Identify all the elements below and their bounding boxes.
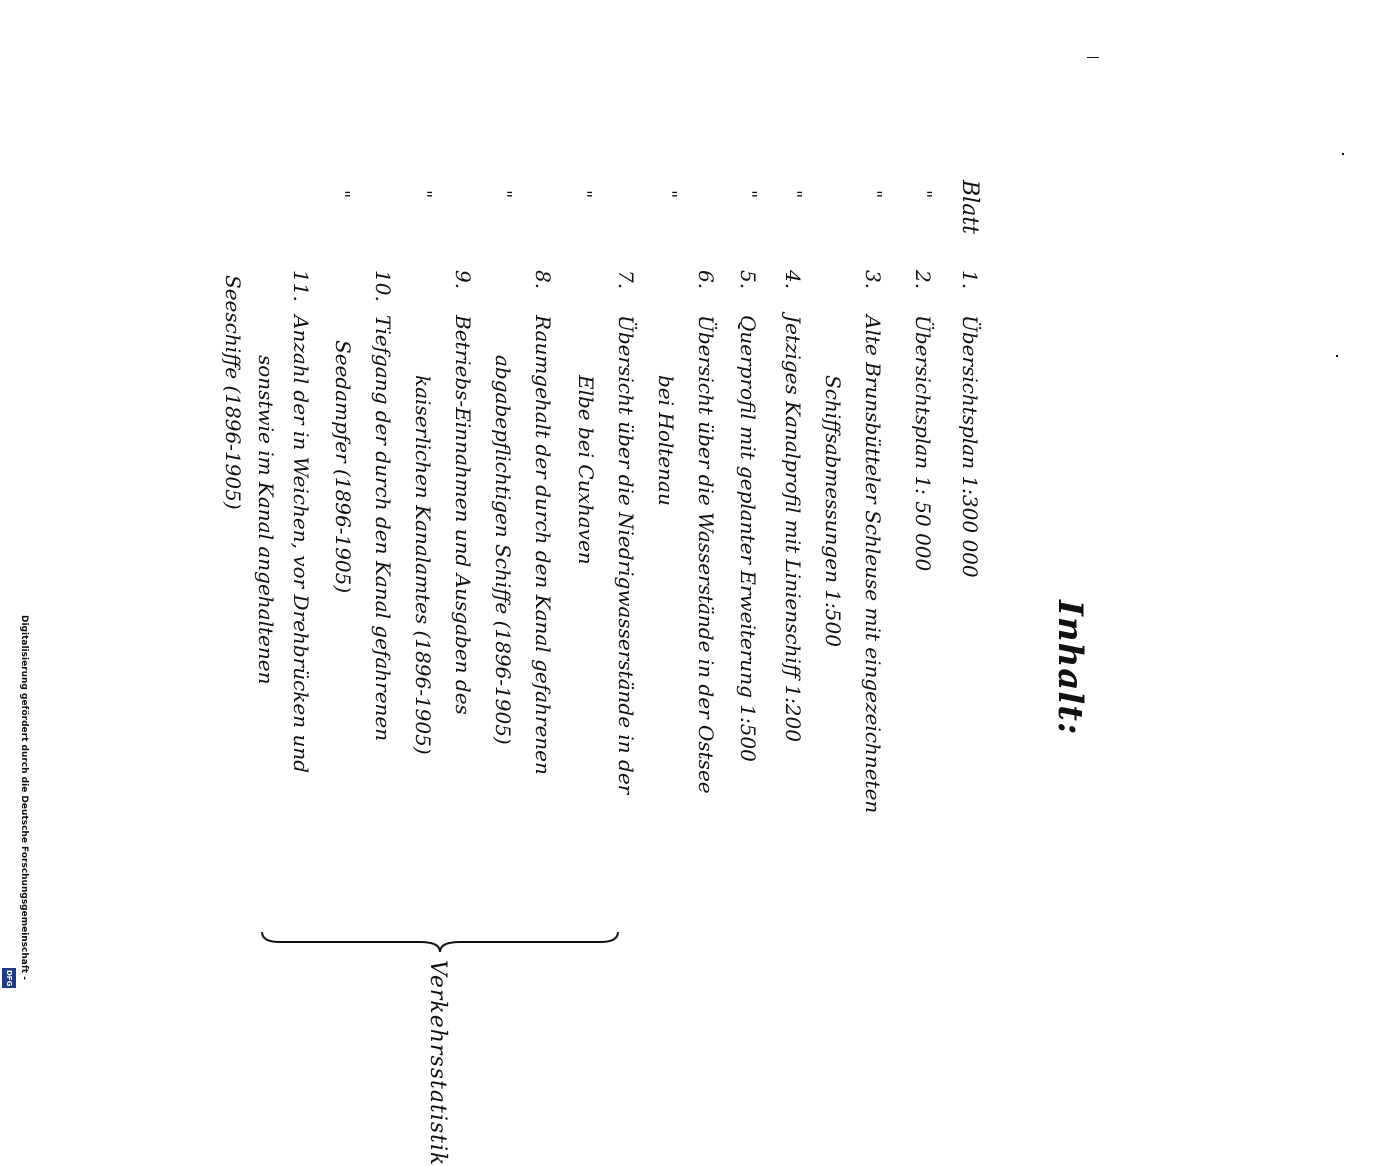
- scan-dot: [1342, 153, 1344, 155]
- entry-text: Übersicht über die Niedrigwasserstände in der: [614, 315, 638, 795]
- entry-text: Alte Brunsbütteler Schleuse mit eingezeichneten: [861, 315, 885, 814]
- ditto-mark: ": [864, 190, 885, 199]
- entry-text: Übersichtsplan 1: 50 000: [911, 315, 935, 572]
- entry-text: Raumgehalt der durch den Kanal gefahrenen: [531, 315, 555, 775]
- entry-number: 1.: [958, 270, 982, 290]
- ditto-mark: ": [739, 190, 760, 199]
- credit-text: Digitalisierung gefördert durch die Deutsche Forschungsgemeinschaft -: [19, 615, 29, 980]
- ditto-mark: ": [494, 190, 515, 199]
- entry-number: 4.: [781, 270, 805, 290]
- entry-number: 11.: [289, 270, 313, 302]
- entry-number: 8.: [531, 270, 555, 290]
- entry-text: Übersichtsplan 1:300 000: [958, 315, 982, 578]
- entry-text: Querprofil mit geplanter Erweiterung 1:500: [736, 315, 760, 762]
- entry-text-continued: Elbe bei Cuxhaven: [574, 375, 598, 565]
- dfg-logo: DFG: [2, 968, 16, 988]
- entry-number: 3.: [861, 270, 885, 290]
- brace-label: Verkehrsstatistik: [425, 960, 450, 1166]
- entry-text-continued: Seedampfer (1896-1905): [331, 340, 355, 594]
- entry-number: 10.: [371, 270, 395, 302]
- entry-number: 7.: [614, 270, 638, 290]
- ditto-mark: ": [332, 190, 353, 199]
- ditto-mark: ": [914, 190, 935, 199]
- entry-text: Betriebs-Einnahmen und Ausgaben des: [451, 315, 475, 715]
- entry-number: 2.: [911, 270, 935, 290]
- ditto-mark: ": [414, 190, 435, 199]
- entry-text-continued: sonstwie im Kanal angehaltenen: [254, 355, 278, 685]
- entry-text: Jetziges Kanalprofil mit Linienschiff 1:200: [781, 315, 805, 742]
- entry-text: Übersicht über die Wasserstände in der Ostsee: [694, 315, 718, 794]
- entry-number: 9.: [451, 270, 475, 290]
- ditto-mark: ": [659, 190, 680, 199]
- entry-text-continued: bei Holtenau: [654, 375, 678, 506]
- entry-text: Tiefgang der durch den Kanal gefahrenen: [371, 315, 395, 742]
- entry-text-continued: Seeschiffe (1896-1905): [221, 275, 245, 510]
- blatt-label: Blatt: [957, 180, 982, 235]
- entry-text-continued: abgabepflichtigen Schiffe (1896-1905): [491, 355, 515, 745]
- curly-brace: [260, 930, 620, 954]
- table-of-contents: [221, 130, 1090, 1166]
- ditto-mark: ": [574, 190, 595, 199]
- entry-text: Anzahl der in Weichen, vor Drehbrücken und: [289, 315, 313, 774]
- entry-text-continued: Schiffsabmessungen 1:500: [821, 375, 845, 647]
- ditto-mark: ": [784, 190, 805, 199]
- scan-dot: [1336, 355, 1338, 357]
- page-title: Inhalt:: [1050, 600, 1090, 736]
- entry-number: 5.: [736, 270, 760, 290]
- scan-mark-top: [1087, 57, 1099, 58]
- digitization-credit: [0, 605, 29, 1000]
- entry-number: 6.: [694, 270, 718, 290]
- entry-text-continued: kaiserlichen Kanalamtes (1896-1905): [411, 375, 435, 755]
